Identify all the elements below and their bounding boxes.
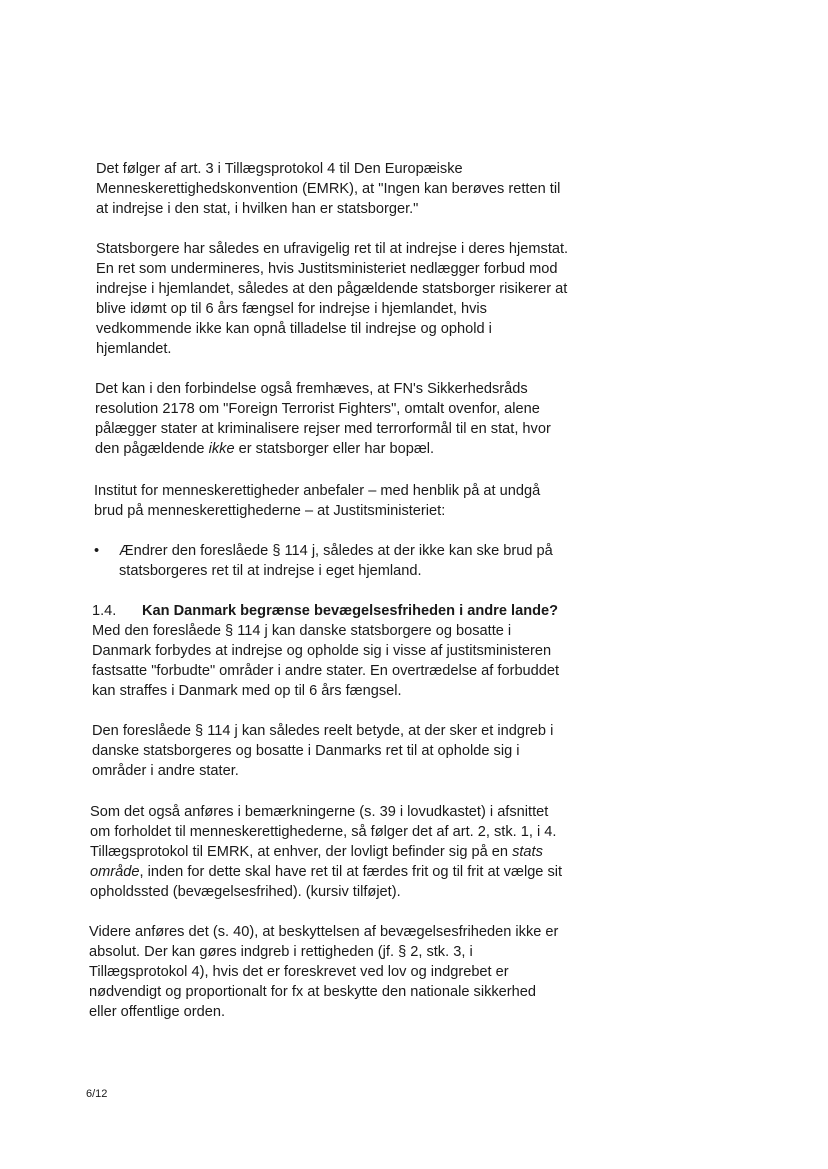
paragraph-freedom-of-movement bbox=[90, 802, 565, 902]
paragraph-freedom-italic: stats område bbox=[90, 844, 543, 880]
paragraph-freedom-text-b: , inden for dette skal have ret til at færdes frit og til frit at vælge sit opholdssted (bevægelsesfrihed). (kursiv tilføjet). bbox=[90, 864, 563, 900]
section-heading-title: Kan Danmark begrænse bevægelsesfriheden i andre lande? bbox=[142, 603, 559, 619]
paragraph-recommendation-intro: Institut for menneskerettigheder anbefaler – med henblik på at undgå brud på menneskerettighederne – at Justitsministeriet: bbox=[94, 483, 541, 519]
paragraph-un-resolution-text-a: Det kan i den forbindelse også fremhæves, at FN's Sikkerhedsråds resolution 2178 om "Foreign Terrorist Fighters", omtalt ovenfor, alene pålægger stater at kriminalisere rejser med terrorformål til en stat, hvor den pågældende bbox=[95, 381, 551, 457]
paragraph-un-resolution-italic: ikke bbox=[208, 441, 235, 457]
recommendation-bullet-item bbox=[94, 541, 589, 581]
bullet-icon: • bbox=[94, 543, 100, 559]
recommendation-bullet-text: Ændrer den foreslåede § 114 j, således at der ikke kan ske brud på statsborgeres ret til at indrejse i eget hjemland. bbox=[119, 543, 553, 579]
paragraph-un-resolution bbox=[95, 379, 570, 459]
paragraph-forbidden-areas: Med den foreslåede § 114 j kan danske statsborgere og bosatte i Danmark forbydes at indrejse og opholde sig i visse af justitsministeren fastsatte "forbudte" områder i andre stater. En overtrædelse af forbuddet kan straffes i Danmark med op til 6 års fængsel. bbox=[92, 623, 560, 699]
paragraph-right-to-enter: Statsborgere har således en ufravigelig ret til at indrejse i deres hjemstat. En ret som undermineres, hvis Justitsministeriet nedlægger forbud mod indrejse i hjemlandet, således at den pågældende statsborger risikerer at blive idømt op til 6 års fængsel for indrejse i hjemlandet, hvis vedkommende ikke kan opnå tilladelse til indrejse og ophold i hjemlandet. bbox=[96, 241, 569, 357]
section-heading bbox=[92, 601, 567, 621]
paragraph-not-absolute: Videre anføres det (s. 40), at beskyttelsen af bevægelsesfriheden ikke er absolut. Der kan gøres indgreb i rettigheden (jf. § 2, stk. 3, i Tillægsprotokol 4), hvis det er foreskrevet ved lov og indgrebet er nødvendigt og proportionalt for fx at beskytte den nationale sikkerhed eller offentlige orden. bbox=[89, 924, 559, 1020]
paragraph-un-resolution-text-b: er statsborger eller har bopæl. bbox=[234, 441, 435, 457]
page-number: 6/12 bbox=[86, 1088, 108, 1100]
paragraph-freedom-text-a: Som det også anføres i bemærkningerne (s. 39 i lovudkastet) i afsnittet om forholdet til menneskerettighederne, så følger det af art. 2, stk. 1, i 4. Tillægsprotokol til EMRK, at enhver, der lovligt befinder sig på en bbox=[90, 804, 557, 860]
paragraph-intervention: Den foreslåede § 114 j kan således reelt betyde, at der sker et indgreb i danske statsborgeres og bosatte i Danmarks ret til at opholde sig i områder i andre stater. bbox=[92, 723, 554, 779]
paragraph-emrk-article-3: Det følger af art. 3 i Tillægsprotokol 4 til Den Europæiske Menneskerettighedskonvention (EMRK), at "Ingen kan berøves retten til at indrejse i den stat, i hvilken han er statsborger." bbox=[96, 161, 561, 217]
section-heading-number: 1.4. bbox=[92, 603, 117, 619]
